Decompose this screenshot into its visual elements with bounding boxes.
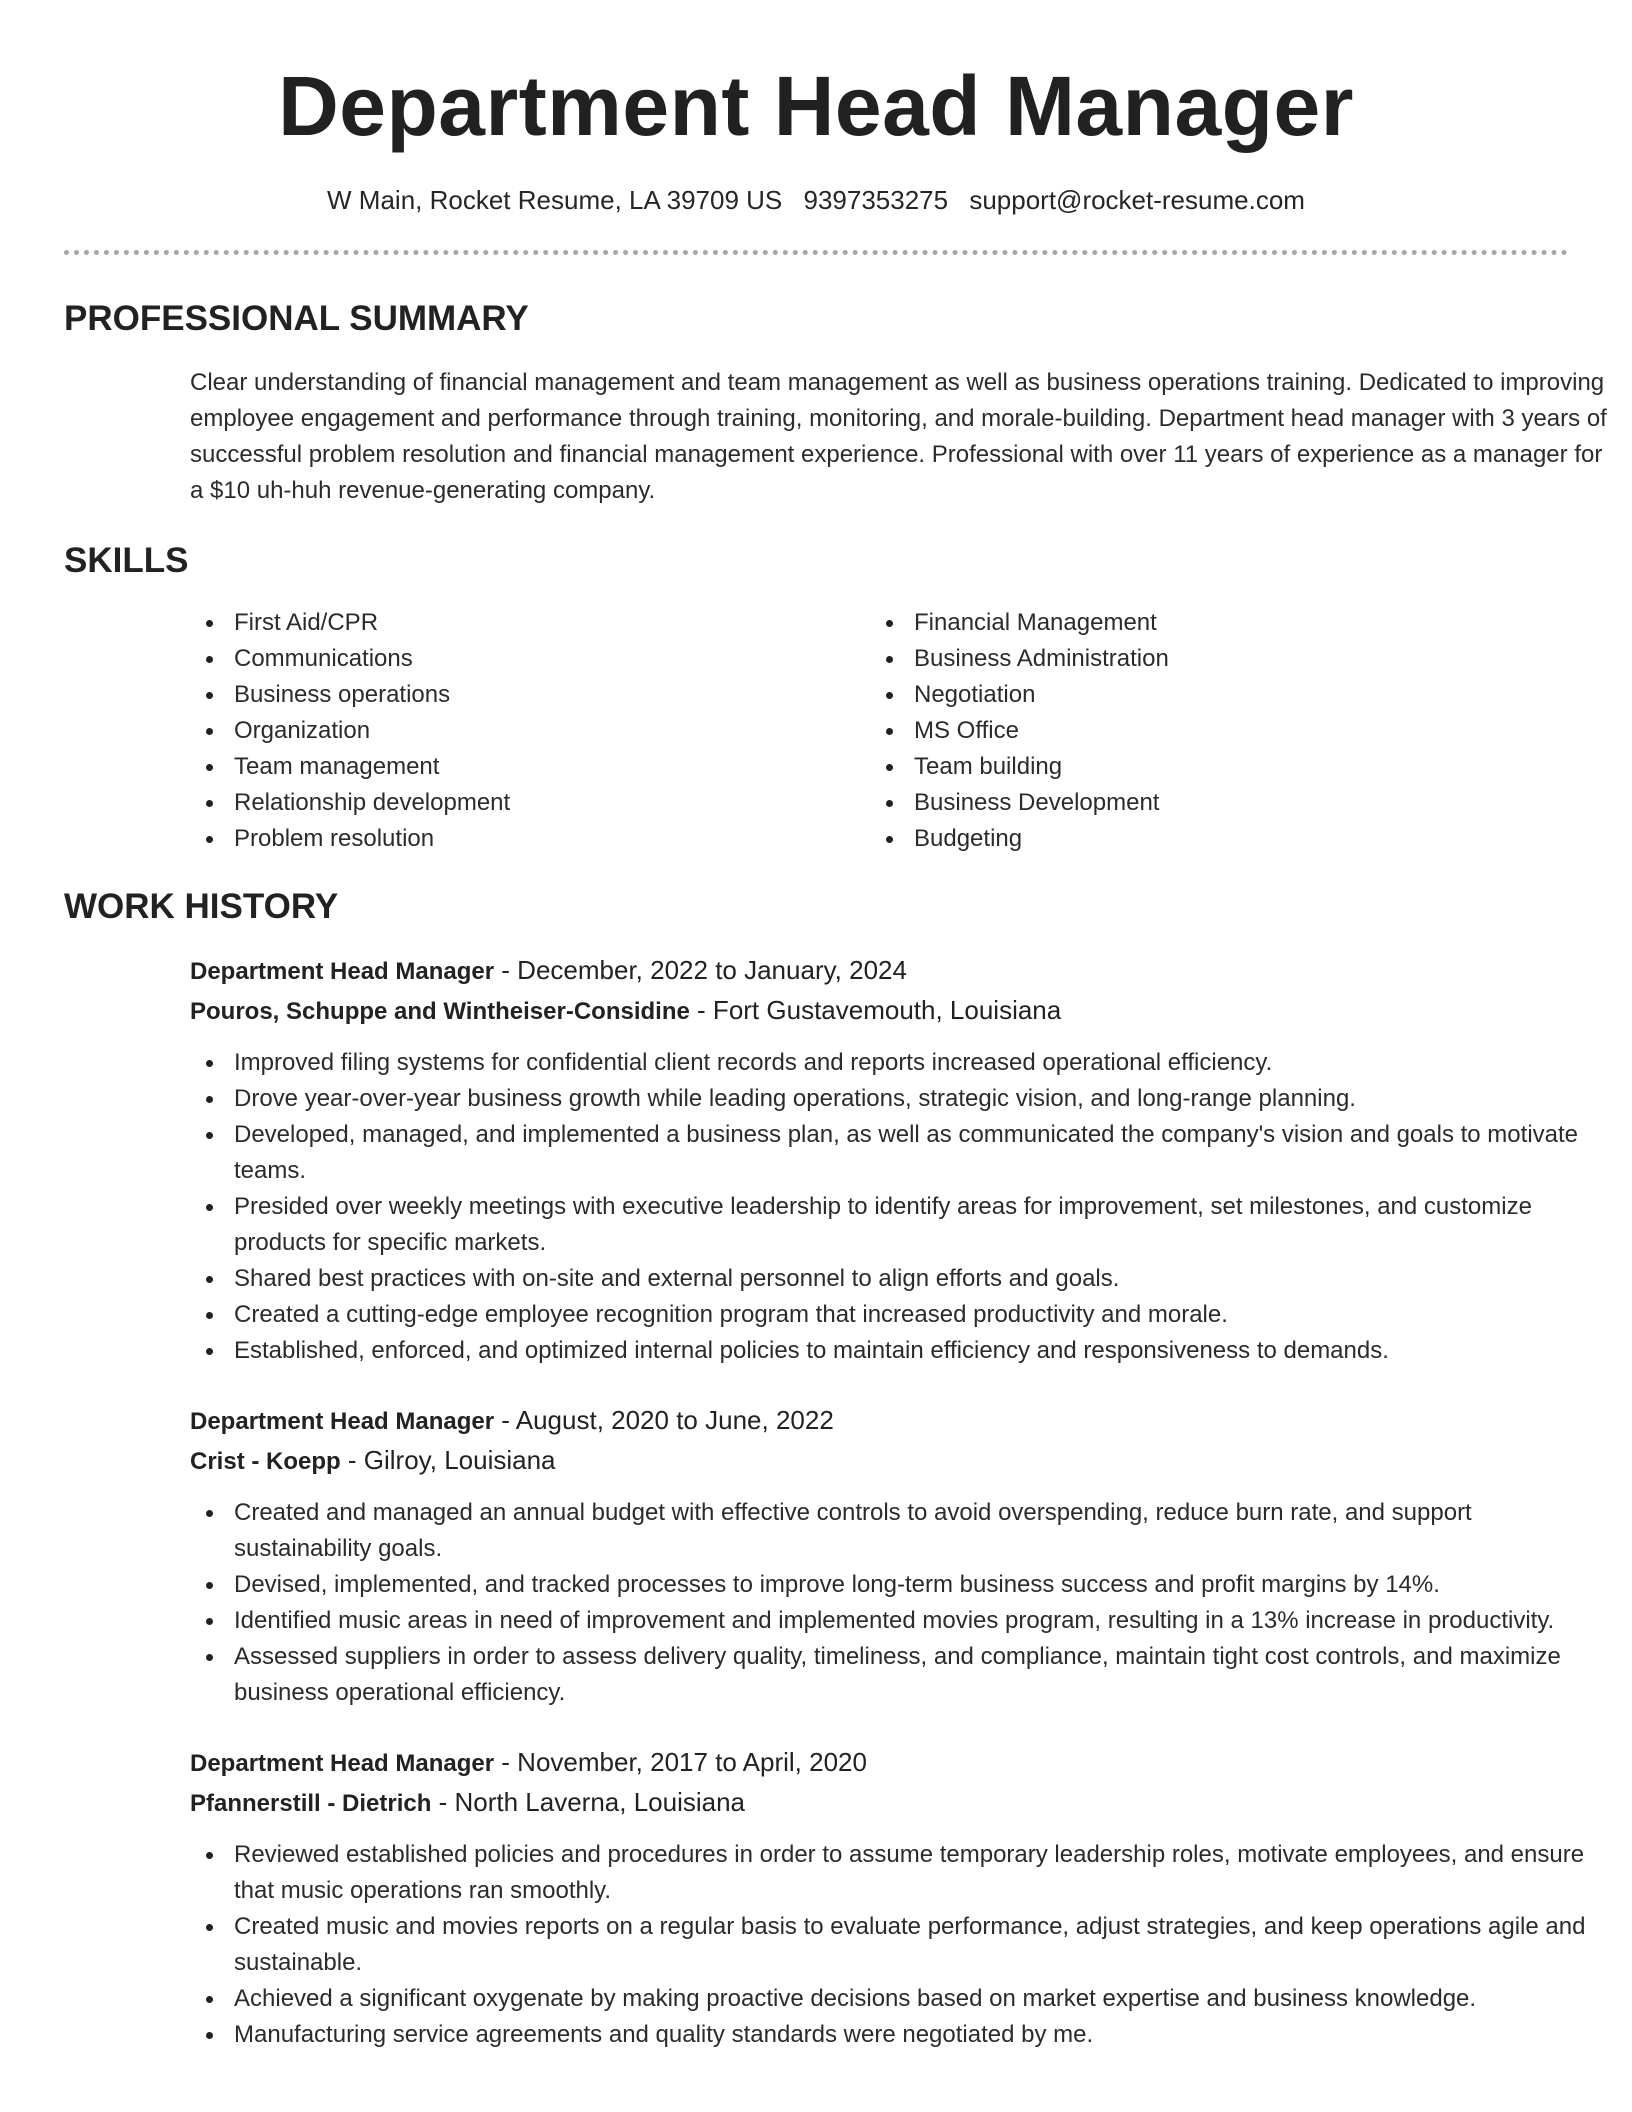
job-bullet: Identified music areas in need of improvement and implemented movies program, resulting in a 13% increase in productivity. — [190, 1603, 1610, 1639]
contact-email: support@rocket-resume.com — [969, 185, 1305, 215]
job-bullets — [190, 1045, 1610, 1369]
skill-item: Negotiation — [870, 677, 1550, 713]
job-location: - Fort Gustavemouth, Louisiana — [689, 995, 1062, 1025]
skill-item: Team building — [870, 749, 1550, 785]
job-company-line — [190, 991, 1610, 1031]
job-company: Crist - Koepp — [190, 1448, 341, 1475]
skill-item: Relationship development — [190, 785, 870, 821]
skills-heading: SKILLS — [64, 541, 189, 580]
summary-heading: PROFESSIONAL SUMMARY — [64, 299, 529, 338]
job-title-line — [190, 1401, 1610, 1441]
job-title-line — [190, 951, 1610, 991]
skill-item: Team management — [190, 749, 870, 785]
skills-list — [190, 605, 1610, 857]
job-bullet: Assessed suppliers in order to assess delivery quality, timeliness, and compliance, maintain tight cost controls, and maximize business operational efficiency. — [190, 1639, 1610, 1711]
job-entry — [190, 1743, 1610, 2053]
job-title-line — [190, 1743, 1610, 1783]
job-bullet: Devised, implemented, and tracked processes to improve long-term business success and profit margins by 14%. — [190, 1567, 1610, 1603]
summary-text: Clear understanding of financial management and team management as well as business operations training. Dedicated to improving employee engagement and performance through training, monitoring, and morale-building. Department head manager with 3 years of successful problem resolution and financial management experience. Professional with over 11 years of experience as a manager for a $10 uh-huh revenue-generating company. — [190, 369, 1607, 504]
job-bullet: Established, enforced, and optimized internal policies to maintain efficiency and responsiveness to demands. — [190, 1333, 1610, 1369]
job-company: Pfannerstill - Dietrich — [190, 1790, 432, 1817]
job-dates: - August, 2020 to June, 2022 — [494, 1405, 834, 1435]
job-company-line — [190, 1441, 1610, 1481]
skill-item: Business Administration — [870, 641, 1550, 677]
job-title: Department Head Manager — [190, 958, 495, 985]
job-location: - Gilroy, Louisiana — [340, 1445, 556, 1475]
header-divider — [64, 250, 1568, 255]
job-dates: - November, 2017 to April, 2020 — [494, 1747, 867, 1777]
job-company-line — [190, 1783, 1610, 1823]
work-history-heading: WORK HISTORY — [64, 887, 339, 926]
skills-column-right — [870, 605, 1550, 857]
job-bullet: Presided over weekly meetings with executive leadership to identify areas for improvement, set milestones, and customize products for specific markets. — [190, 1189, 1610, 1261]
skill-item: Problem resolution — [190, 821, 870, 857]
job-title: Department Head Manager — [190, 1750, 495, 1777]
job-bullet: Created a cutting-edge employee recognition program that increased productivity and morale. — [190, 1297, 1610, 1333]
skill-item: First Aid/CPR — [190, 605, 870, 641]
job-entry — [190, 951, 1610, 1369]
contact-address: W Main, Rocket Resume, LA 39709 US — [327, 185, 783, 215]
job-entry — [190, 1401, 1610, 1711]
contact-line — [64, 184, 1568, 216]
job-bullet: Achieved a significant oxygenate by making proactive decisions based on market expertise and business knowledge. — [190, 1981, 1610, 2017]
skill-item: Organization — [190, 713, 870, 749]
contact-phone: 9397353275 — [803, 185, 949, 215]
job-bullet: Reviewed established policies and procedures in order to assume temporary leadership roles, motivate employees, and ensure that music operations ran smoothly. — [190, 1837, 1610, 1909]
job-company: Pouros, Schuppe and Wintheiser-Considine — [190, 998, 690, 1025]
skill-item: Financial Management — [870, 605, 1550, 641]
job-bullet: Drove year-over-year business growth while leading operations, strategic vision, and long-range planning. — [190, 1081, 1610, 1117]
candidate-name: Department Head Manager — [278, 59, 1354, 153]
skill-item: Communications — [190, 641, 870, 677]
job-dates: - December, 2022 to January, 2024 — [494, 955, 907, 985]
job-bullet: Improved filing systems for confidential client records and reports increased operational efficiency. — [190, 1045, 1610, 1081]
job-bullets — [190, 1837, 1610, 2053]
skill-item: Business operations — [190, 677, 870, 713]
job-bullet: Shared best practices with on-site and external personnel to align efforts and goals. — [190, 1261, 1610, 1297]
skill-item: Budgeting — [870, 821, 1550, 857]
skill-item: Business Development — [870, 785, 1550, 821]
skill-item: MS Office — [870, 713, 1550, 749]
job-bullet: Created and managed an annual budget with effective controls to avoid overspending, reduce burn rate, and support sustainability goals. — [190, 1495, 1610, 1567]
job-bullets — [190, 1495, 1610, 1711]
job-bullet: Developed, managed, and implemented a business plan, as well as communicated the company's vision and goals to motivate teams. — [190, 1117, 1610, 1189]
job-bullet: Created music and movies reports on a regular basis to evaluate performance, adjust strategies, and keep operations agile and sustainable. — [190, 1909, 1610, 1981]
job-location: - North Laverna, Louisiana — [431, 1787, 746, 1817]
skills-column-left — [190, 605, 870, 857]
job-bullet: Manufacturing service agreements and quality standards were negotiated by me. — [190, 2017, 1610, 2053]
job-title: Department Head Manager — [190, 1408, 495, 1435]
